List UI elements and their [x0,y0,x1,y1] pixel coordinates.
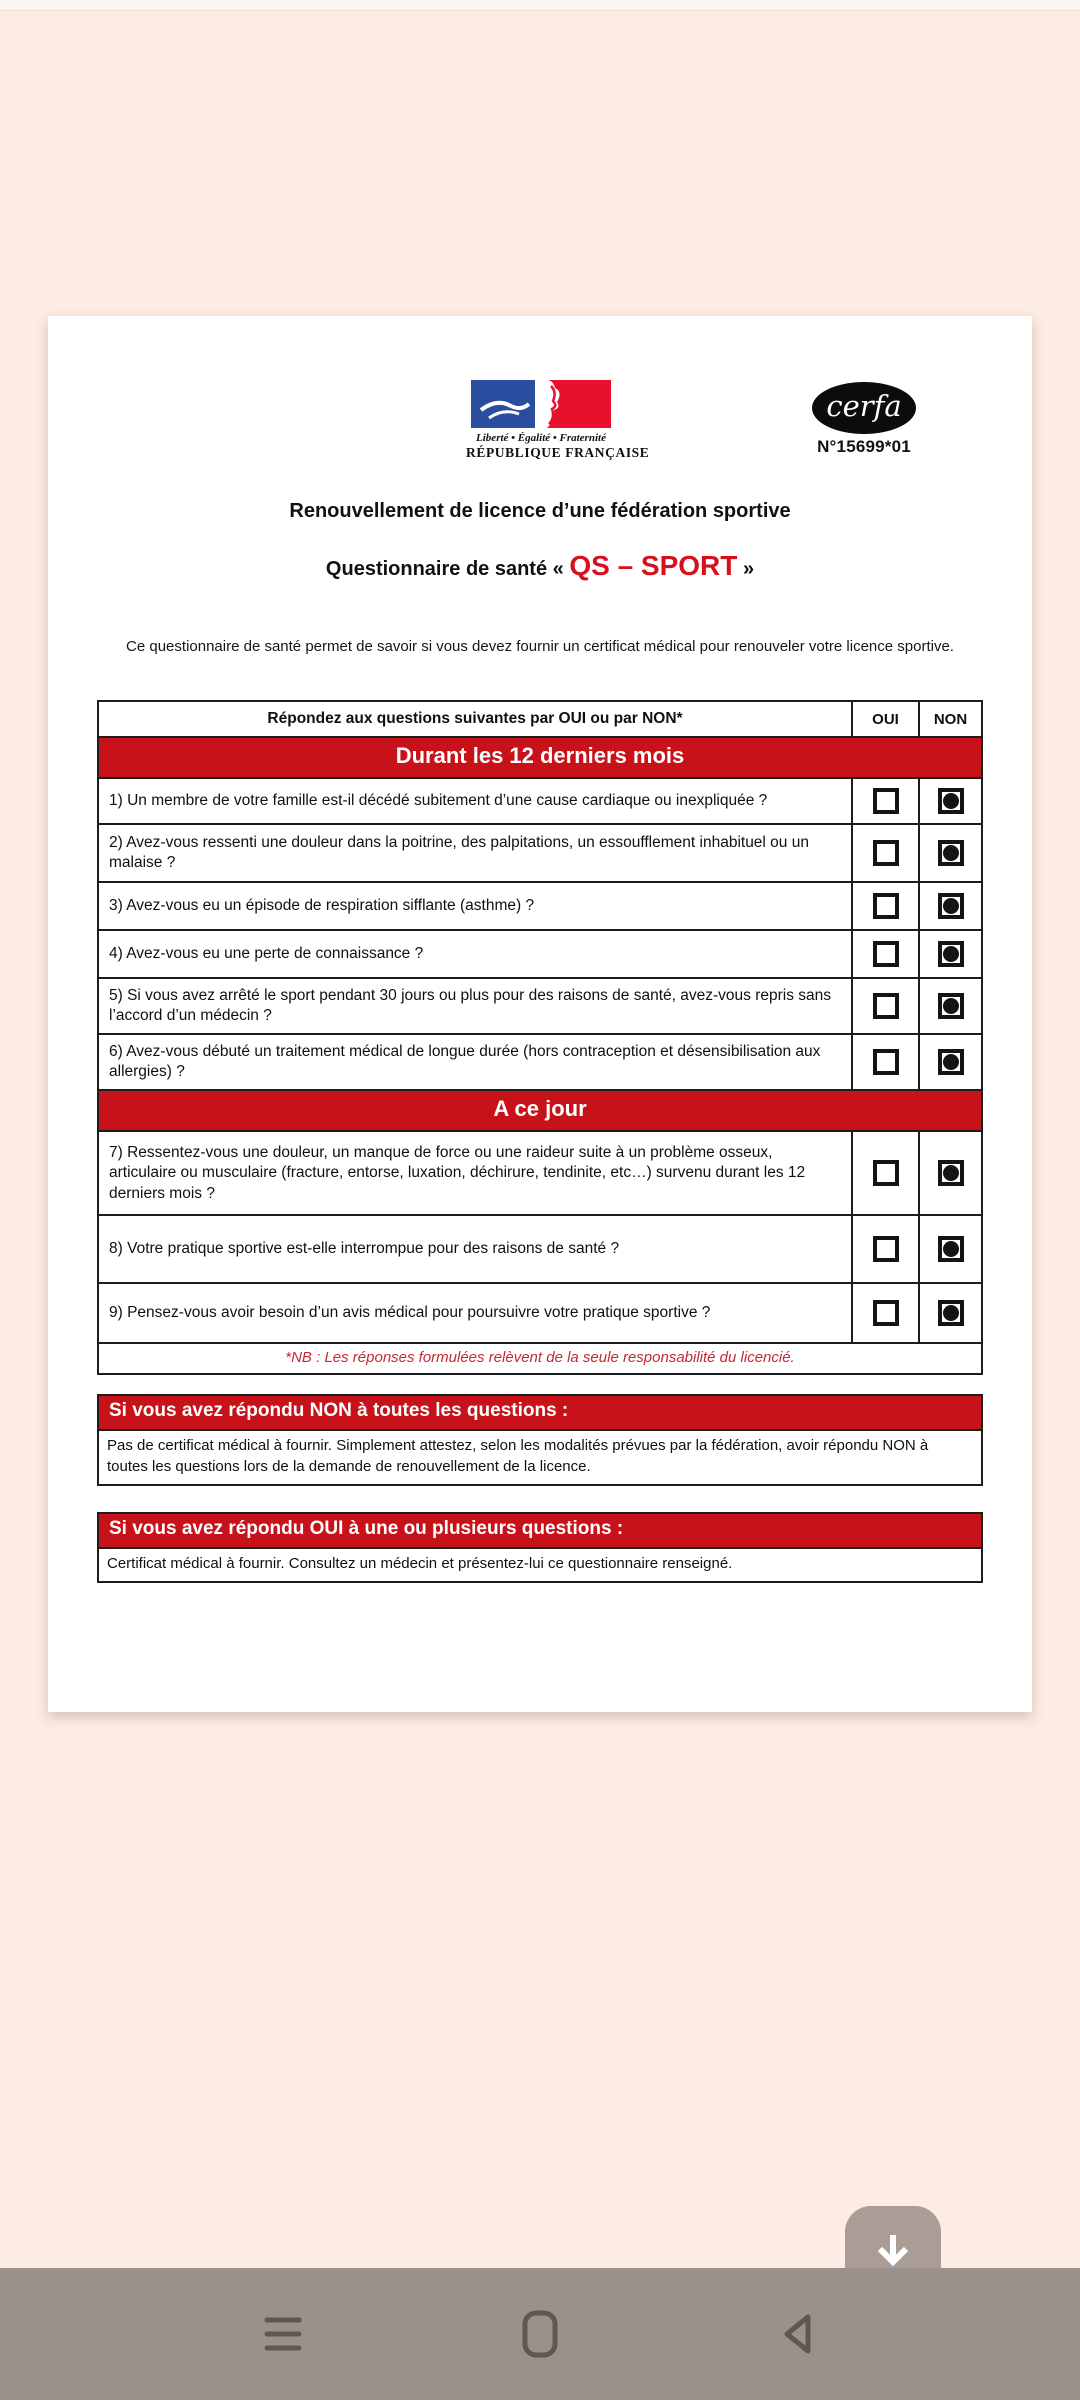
recents-icon [263,2315,303,2353]
subtitle-suffix: » [737,558,755,580]
cerfa-logo-text: cerfa [826,389,902,423]
question-row-5 [99,977,981,1033]
document-header-logos [48,378,1032,488]
question-row-8 [99,1214,981,1282]
subtitle-highlight: QS – SPORT [569,550,738,581]
table-header-row [99,702,981,736]
question-text: 1) Un membre de votre famille est-il décédé subitement d’une cause cardiaque ou inexpliquée ? [99,779,853,823]
document-page [48,316,1032,1712]
recents-button[interactable] [223,2268,343,2400]
cerfa-logo [808,382,920,457]
non-checkbox[interactable] [938,941,964,967]
question-row-2 [99,823,981,881]
oui-checkbox[interactable] [873,1049,899,1075]
back-icon [779,2312,815,2356]
oui-checkbox[interactable] [873,840,899,866]
question-text: 4) Avez-vous eu une perte de connaissance ? [99,931,853,977]
oui-checkbox[interactable] [873,1300,899,1326]
question-text: 8) Votre pratique sportive est-elle interrompue pour des raisons de santé ? [99,1216,853,1282]
non-checkbox[interactable] [938,1236,964,1262]
table-footnote: *NB : Les réponses formulées relèvent de la seule responsabilité du licencié. [99,1342,981,1373]
question-row-6 [99,1033,981,1089]
question-row-7 [99,1130,981,1214]
republique-francaise-logo [466,380,650,461]
question-text: 7) Ressentez-vous une douleur, un manque de force ou une raideur suite à un problème osseux, articulaire ou musculaire (fracture, entorse, luxation, déchirure, tendinite, etc…) survenu durant les 12 derniers mois ? [99,1132,853,1214]
home-icon [521,2309,559,2359]
question-text: 5) Si vous avez arrêté le sport pendant 30 jours ou plus pour des raisons de santé, avez-vous repris sans l’accord d’un médecin ? [99,979,853,1033]
non-checkbox[interactable] [938,1049,964,1075]
result-yes-banner: Si vous avez répondu OUI à une ou plusieurs questions : [97,1512,983,1547]
republic-text: RÉPUBLIQUE FRANÇAISE [466,445,650,460]
status-bar-strip [0,0,1080,11]
oui-checkbox[interactable] [873,1160,899,1186]
oui-checkbox[interactable] [873,893,899,919]
result-no-body: Pas de certificat médical à fournir. Simplement attestez, selon les modalités prévues par la fédération, avoir répondu NON à toutes les questions lors de la demande de renouvellement de la licence. [97,1429,983,1486]
page-title: Renouvellement de licence d’une fédération sportive [289,500,791,522]
question-text: 9) Pensez-vous avoir besoin d’un avis médical pour poursuivre votre pratique sportive ? [99,1284,853,1342]
result-yes-body: Certificat médical à fournir. Consultez un médecin et présentez-lui ce questionnaire renseigné. [97,1547,983,1583]
cerfa-ellipse-icon [812,382,916,434]
question-row-9 [99,1282,981,1342]
page-subtitle [48,550,1032,582]
questionnaire-table [97,700,983,1375]
question-text: 6) Avez-vous débuté un traitement médical de longue durée (hors contraception et désensibilisation aux allergies) ? [99,1035,853,1089]
question-text: 3) Avez-vous eu un épisode de respiration sifflante (asthme) ? [99,883,853,929]
oui-checkbox[interactable] [873,993,899,1019]
non-checkbox[interactable] [938,893,964,919]
oui-checkbox[interactable] [873,788,899,814]
home-button[interactable] [480,2268,600,2400]
non-checkbox[interactable] [938,788,964,814]
non-checkbox[interactable] [938,840,964,866]
header-question-label: Répondez aux questions suivantes par OUI ou par NON* [99,702,853,736]
question-row-3 [99,881,981,929]
result-no-section [97,1394,983,1486]
subtitle-prefix: Questionnaire de santé « [325,558,570,580]
non-checkbox[interactable] [938,993,964,1019]
header-non-label: NON [933,710,968,728]
section-banner-12-months: Durant les 12 derniers mois [99,736,981,777]
result-yes-section [97,1512,983,1583]
non-checkbox[interactable] [938,1160,964,1186]
non-checkbox[interactable] [938,1300,964,1326]
oui-checkbox[interactable] [873,1236,899,1262]
oui-checkbox[interactable] [873,941,899,967]
back-button[interactable] [737,2268,857,2400]
result-no-banner: Si vous avez répondu NON à toutes les questions : [97,1394,983,1429]
question-text: 2) Avez-vous ressenti une douleur dans la poitrine, des palpitations, un essoufflement inhabituel ou un malaise ? [99,825,853,881]
question-row-4 [99,929,981,977]
android-navbar [0,2268,1080,2400]
section-banner-today: A ce jour [99,1089,981,1130]
question-row-1 [99,777,981,823]
french-flag-marianne-icon [471,380,611,428]
motto-text: Liberté • Égalité • Fraternité [476,432,606,444]
intro-text: Ce questionnaire de santé permet de savoir si vous devez fournir un certificat médical pour renouveler votre licence sportive. [126,638,954,655]
cerfa-form-number: N°15699*01 [817,437,911,456]
header-oui-label: OUI [853,702,920,736]
